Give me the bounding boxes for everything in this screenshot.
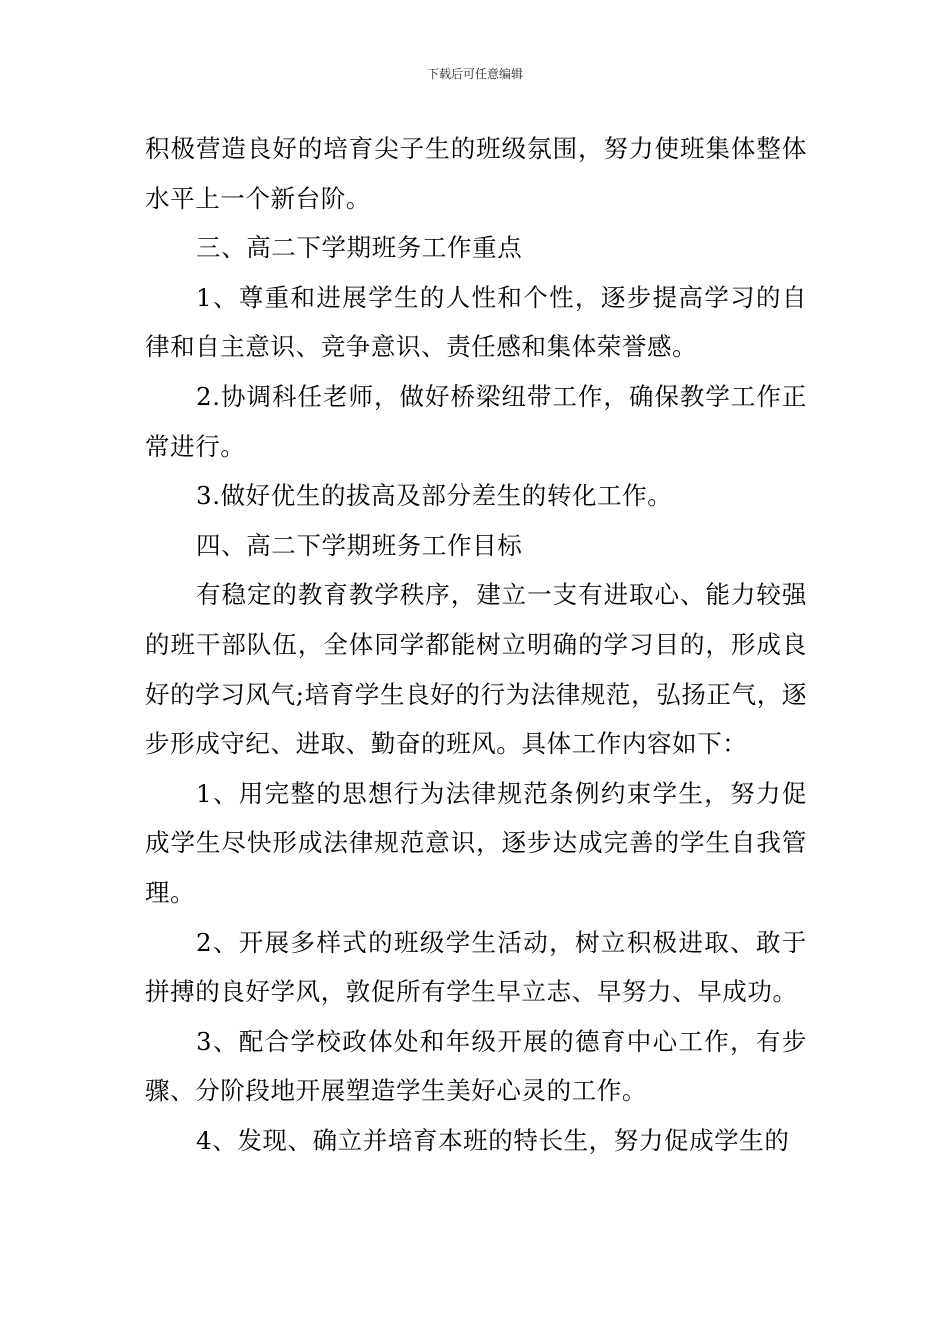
page-header: 下载后可任意编辑 xyxy=(426,67,523,81)
paragraph: 1、用完整的思想行为法律规范条例约束学生，努力促成学生尽快形成法律规范意识，逐步达成完善的学生自我管理。 xyxy=(145,778,807,907)
paragraph: 3.做好优生的拔高及部分差生的转化工作。 xyxy=(196,481,673,511)
paragraph: 1、尊重和进展学生的人性和个性，逐步提高学习的自律和自主意识、竞争意识、责任感和集体荣誉感。 xyxy=(145,282,807,362)
document-body xyxy=(145,124,807,1165)
paragraph: 4、发现、确立并培育本班的特长生，努力促成学生的 xyxy=(196,1125,790,1155)
section-heading: 三、高二下学期班务工作重点 xyxy=(196,233,523,263)
paragraph: 2、开展多样式的班级学生活动，树立积极进取、敢于拼搏的良好学风，敦促所有学生早立志、早努力、早成功。 xyxy=(145,927,807,1007)
paragraph: 有稳定的教育教学秩序，建立一支有进取心、能力较强的班干部队伍，全体同学都能树立明确的学习目的，形成良好的学习风气;培育学生良好的行为法律规范，弘扬正气，逐步形成守纪、进取、勤奋的班风。具体工作内容如下： xyxy=(145,580,807,759)
paragraph: 2.协调科任老师，做好桥梁纽带工作，确保教学工作正常进行。 xyxy=(145,381,807,461)
paragraph: 3、配合学校政体处和年级开展的德育中心工作，有步骤、分阶段地开展塑造学生美好心灵的工作。 xyxy=(145,1026,807,1106)
section-heading: 四、高二下学期班务工作目标 xyxy=(196,530,523,560)
paragraph: 积极营造良好的培育尖子生的班级氛围，努力使班集体整体水平上一个新台阶。 xyxy=(145,134,807,213)
